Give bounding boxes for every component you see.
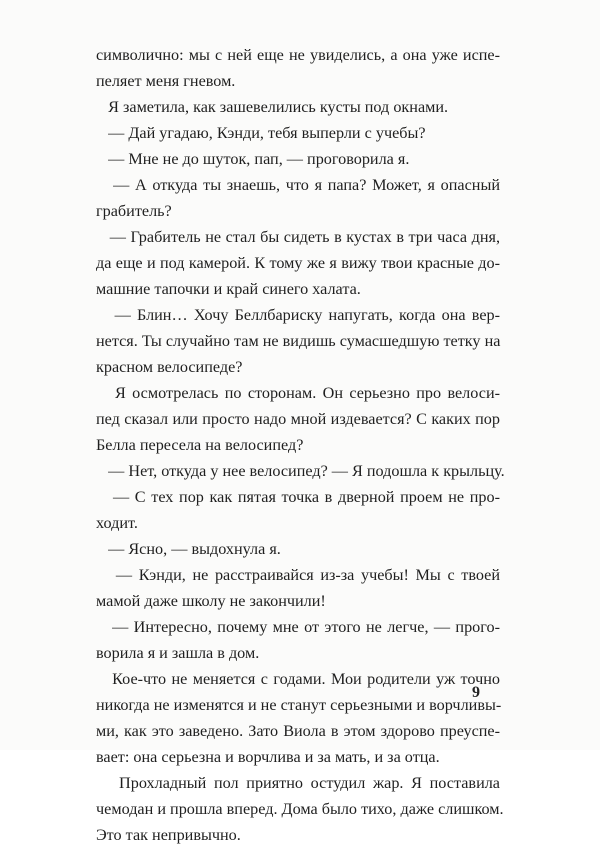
text-line: никогда не изменятся и не станут серьезными и ворчливы- [96, 696, 502, 714]
text-line: ходит. [96, 514, 138, 532]
text-line: — Кэнди, не расстраивайся из-за учебы! Мы с твоей [96, 566, 500, 584]
text-line: — Дай угадаю, Кэнди, тебя выперли с учебы? [96, 124, 426, 142]
text-line: мамой даже школу не закончили! [96, 592, 326, 610]
page-number: 9 [472, 684, 480, 701]
text-line: да еще и под камерой. К тому же я вижу твои красные до- [96, 254, 500, 272]
text-line: ворила я и зашла в дом. [96, 644, 260, 662]
text-line: пеляет меня гневом. [96, 72, 236, 90]
text-line: — Нет, откуда у нее велосипед? — Я подошла к крыльцу. [96, 462, 505, 480]
text-line: символично: мы с ней еще не увиделись, а она уже испе- [96, 46, 500, 64]
text-line: Это так непривычно. [96, 826, 241, 844]
text-line: Я заметила, как зашевелились кусты под окнами. [96, 98, 449, 116]
text-line: — Интересно, почему мне от этого не легче, — прого- [96, 618, 500, 636]
text-line: — Ясно, — выдохнула я. [96, 540, 281, 558]
text-line: грабитель? [96, 202, 172, 220]
text-line: вает: она серьезна и ворчлива и за мать, и за отца. [96, 748, 440, 766]
text-line: машние тапочки и край синего халата. [96, 280, 361, 298]
text-line: Прохладный пол приятно остудил жар. Я поставила [96, 774, 500, 792]
text-line: — Грабитель не стал бы сидеть в кустах в три часа дня, [96, 228, 500, 246]
text-line: пед сказал или просто надо мной издевается? С каких пор [96, 410, 500, 428]
page-body-text [96, 42, 505, 848]
text-line: Я осмотрелась по сторонам. Он серьезно про велоси- [96, 384, 500, 402]
text-line: Кое-что не меняется с годами. Мои родители уж точно [96, 670, 500, 688]
text-line: нется. Ты случайно там не видишь сумасшедшую тетку на [96, 332, 501, 350]
text-line: — Блин… Хочу Беллбариску напугать, когда она вер- [96, 306, 500, 324]
text-line: Белла пересела на велосипед? [96, 436, 304, 454]
text-line: чемодан и прошла вперед. Дома было тихо, даже слишком. [96, 800, 504, 818]
text-line: ми, как это заведено. Зато Виола в этом здорово преуспе- [96, 722, 500, 740]
text-line: красном велосипеде? [96, 358, 243, 376]
text-line: — А откуда ты знаешь, что я папа? Может, я опасный [96, 176, 500, 194]
text-line: — Мне не до шуток, пап, — проговорила я. [96, 150, 410, 168]
text-line: — С тех пор как пятая точка в дверной проем не про- [96, 488, 500, 506]
